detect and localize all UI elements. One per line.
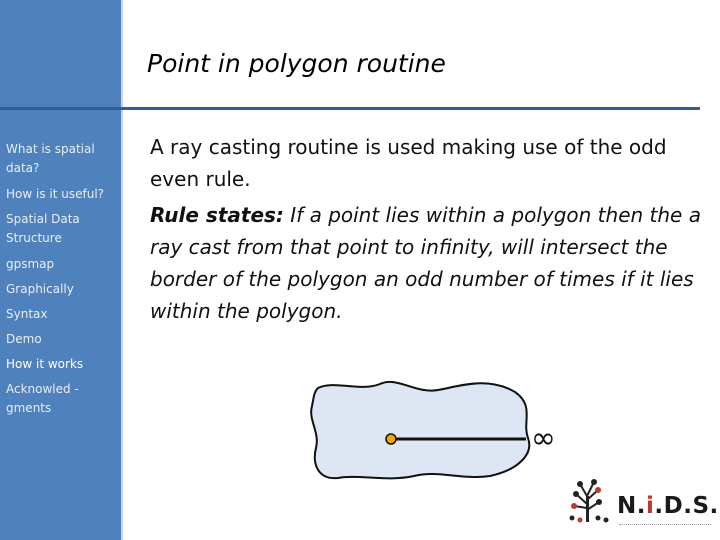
sidebar-item-how-it-works[interactable]: How it works	[6, 357, 84, 371]
sidebar-item-graphically[interactable]: Graphically	[6, 282, 74, 296]
title-divider	[0, 107, 700, 110]
logo-tagline-rule	[619, 521, 711, 525]
ray-casting-diagram	[290, 370, 570, 485]
sidebar-item-demo[interactable]: Demo	[6, 332, 42, 346]
test-point	[386, 434, 396, 444]
slide-body	[150, 131, 710, 327]
slide-title: Point in polygon routine	[147, 49, 446, 78]
infinity-symbol: ∞	[531, 421, 556, 456]
sidebar-item-gpsmap[interactable]: gpsmap	[6, 257, 55, 271]
sidebar-item-how-is-it-useful[interactable]: How is it useful?	[6, 187, 105, 201]
rule-text: If a point lies within a polygon then the a ray cast from that point to infinity, will intersect the border of the polygon an odd number of times if it lies within the polygon.	[150, 203, 701, 323]
sidebar-item-spatial-data-structure[interactable]: Spatial Data Structure	[6, 212, 80, 245]
logo-wordmark: N.i.D.S.	[617, 493, 719, 519]
sidebar-item-what-is-spatial-data[interactable]: What is spatial data?	[6, 142, 95, 175]
sidebar-item-syntax[interactable]: Syntax	[6, 307, 48, 321]
sidebar-nav	[6, 140, 118, 425]
rule-lead: Rule states:	[150, 203, 284, 227]
intro-paragraph: A ray casting routine is used making use of the odd even rule.	[150, 135, 667, 191]
sidebar-divider	[121, 0, 123, 540]
polygon-shape	[311, 382, 529, 478]
tree-logo-icon	[568, 478, 614, 526]
rule-paragraph	[150, 199, 710, 327]
sidebar-item-acknowledgments[interactable]: Acknowled - gments	[6, 382, 79, 415]
